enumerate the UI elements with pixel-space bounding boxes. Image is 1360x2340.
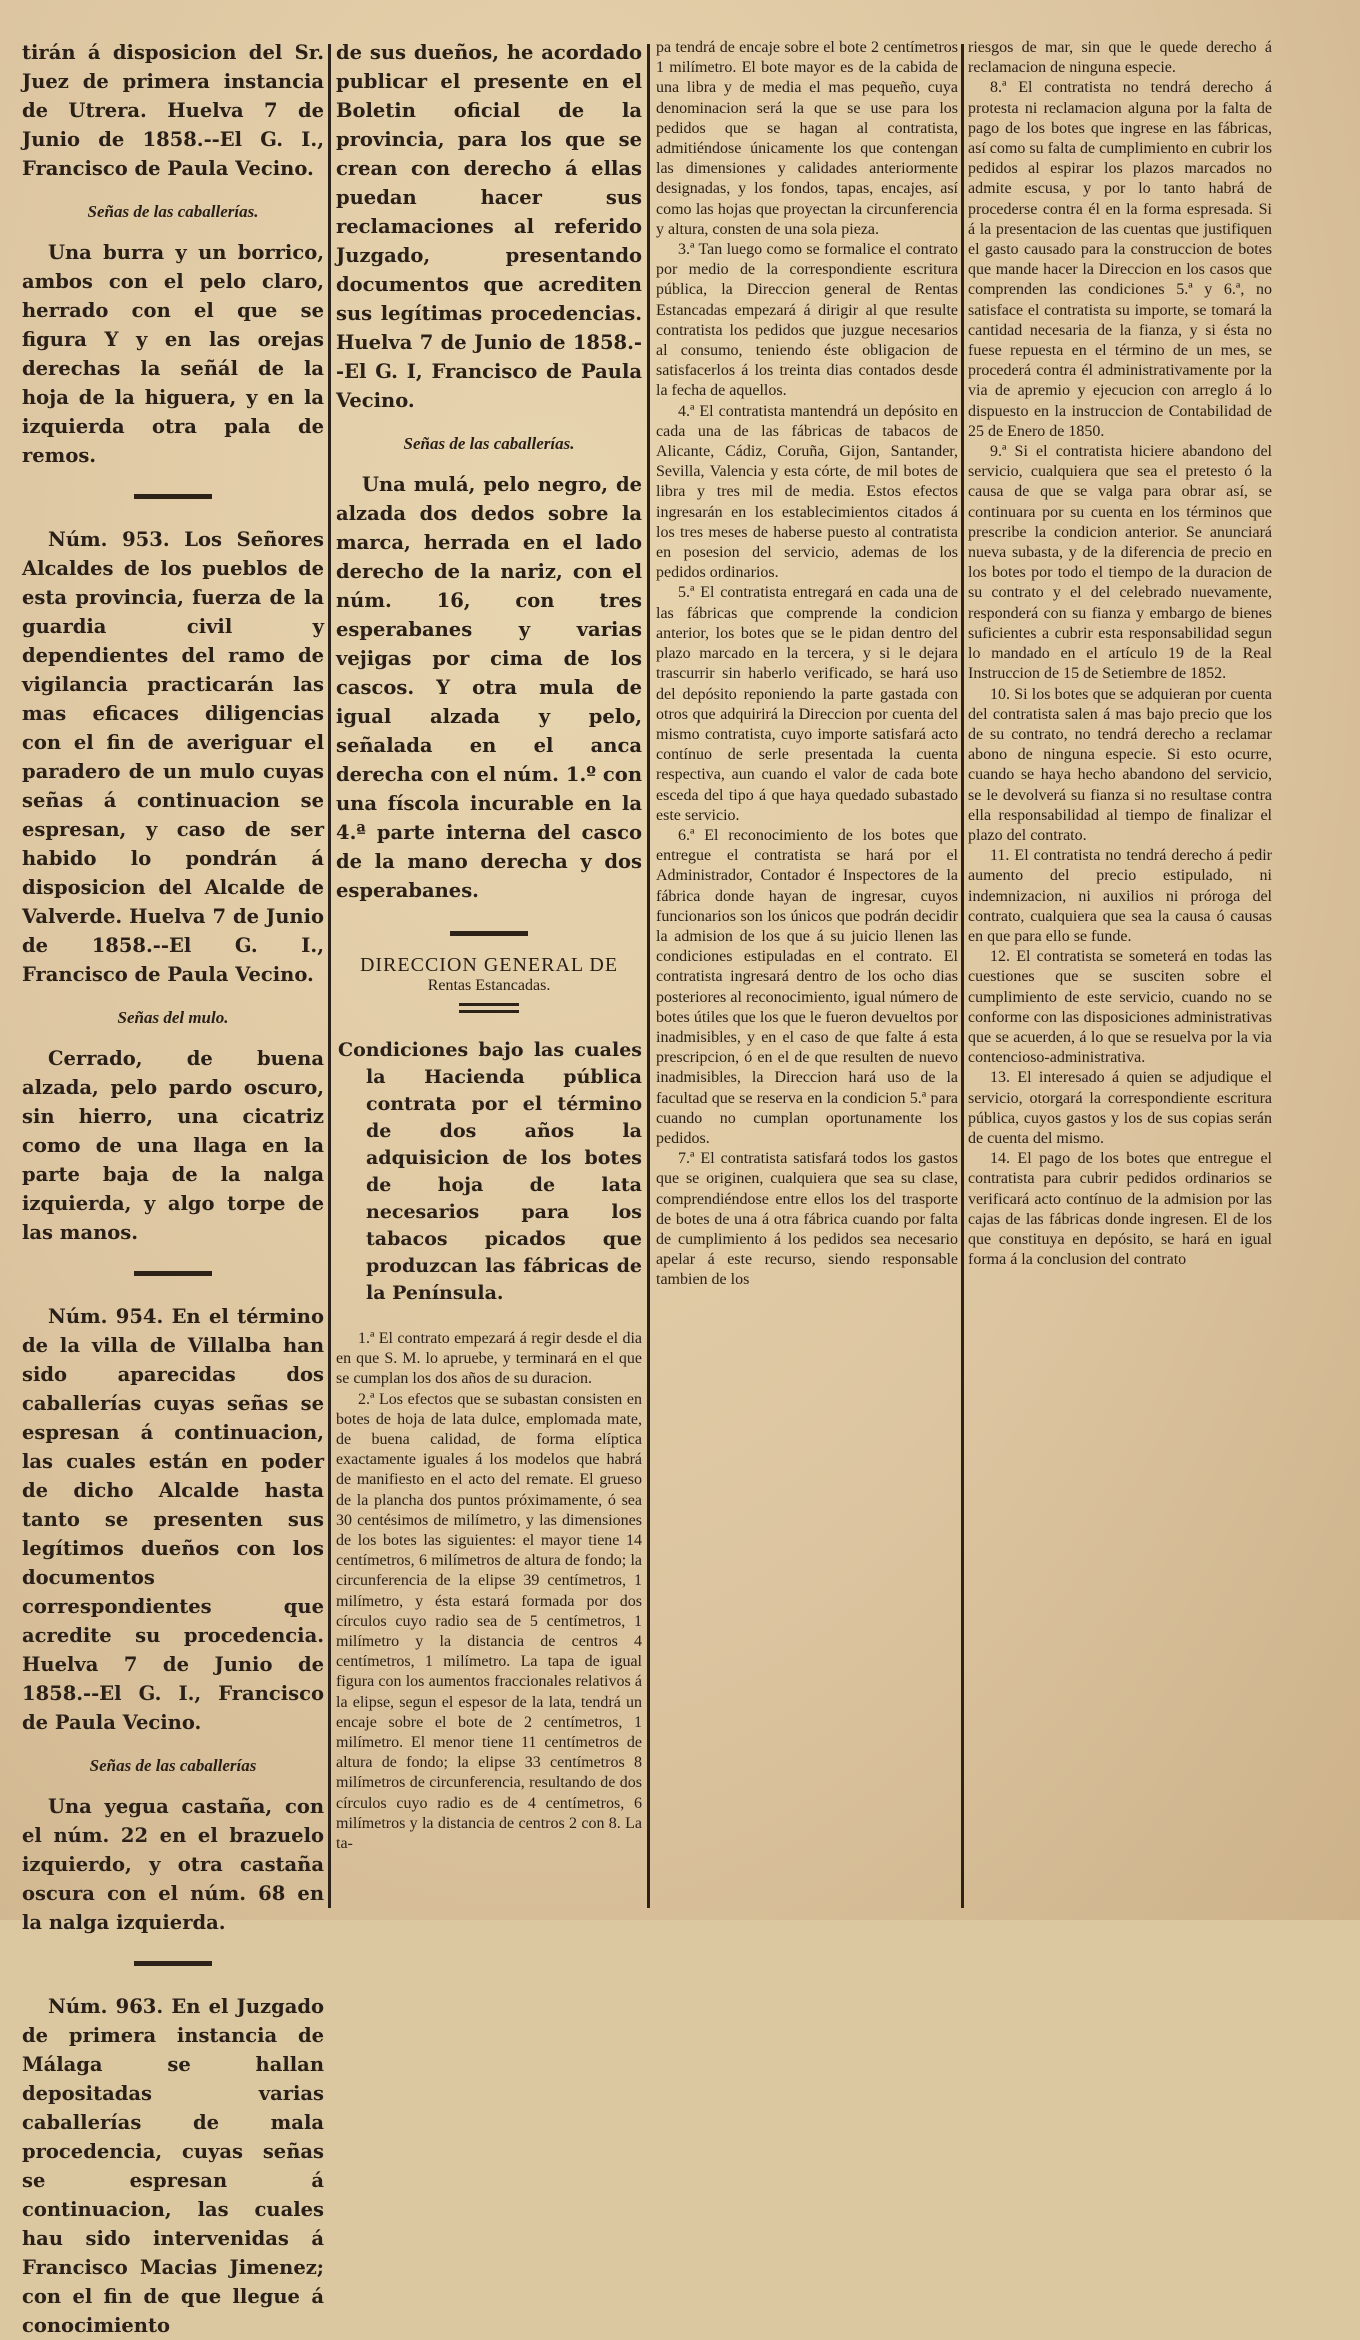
condition-2: 2.ª Los efectos que se subastan consisten en botes de hoja de lata dulce, emplomada mate, de buena calidad, de forma elíptica exactamente iguales á los modelos que habrá de manifiesto en el acto del remate. El grueso de la plancha dos puntos próximamente, ó sea 30 centésimos de milímetro, y las dimensiones de los botes las siguientes: el mayor tiene 14 centímetros, 6 milímetros de altura de fondo; la circunferencia de la elipse 39 centímetros, 1 milímetro, y ésta estará formada por dos círculos cuyo radio sea de 5 centímetros, 1 milímetro y la distancia de centros 4 centímetros, 1 milímetro. La tapa de igual figura con los aumentos fraccionales relativos á la elipse, segun el espesor de la lata, tendrá un encaje sobre el bote de 2 centímetros, 1 milímetro. El menor tiene 11 centímetros de altura de fondo; la elipse 33 centímetros 8 milímetros de circunferencia, resultando de dos círculos cuyo radio es de 4 centímetros, 6 milímetros y la distancia de centros 2 con 8. La ta- bbox=[336, 1390, 642, 1853]
condition-12: 12. El contratista se someterá en todas las cuestiones que se susciten sobre el cumplimiento de este servicio, cuando no se conforme con las disposiciones administrativas que se acuerden, á lo que se resuelva por la via contencioso-administrativa. bbox=[968, 948, 1272, 1067]
subheading: Señas de las caballerías. bbox=[87, 202, 259, 221]
notice-text: Núm. 953. Los Señores Alcaldes de los pueblos de esta provincia, fuerza de la guardia civil y dependientes del ramo de vigilancia practicarán las mas eficaces diligencias con el fin de averiguar el paradero de un mulo cuyas señas á continuacion se espresan, y caso de ser habido lo pondrán á disposicion del Alcalde de Valverde. Huelva 7 de Junio de 1858.--El G. I., Francisco de Paula Vecino. bbox=[22, 528, 324, 986]
separator bbox=[134, 1271, 212, 1276]
condition-6: 6.ª El reconocimiento de los botes que entregue el contratista se hará por el Administrador, Contador é Inspectores de la fábrica donde hayan de ingresar, cuyos funcionarios son los únicos que podrán decidir la admision de los que á su juicio llenen las condiciones estipuladas en el contrato. El contratista ingresará dentro de los ocho dias posteriores al reconocimiento, igual número de botes útiles que los que le fueron devueltos por inadmisibles, y en el caso de que falte á esta prescripcion, ó en el de que resulten de nuevo inadmisibles, la Direccion hará uso de la facultad que se reserva en la condicion 5.ª para cuando no cumplan oportunamente los pedidos. bbox=[656, 826, 958, 1147]
condition-4: 4.ª El contratista mantendrá un depósito en cada una de las fábricas de tabacos de Alicante, Cádiz, Coruña, Gijon, Santander, Sevilla, Valencia y esta córte, de mil botes de libra y tres mil de media. Estos efectos ingresarán en los establecimientos citados á los tres meses de haberse puesto al contratista en posesion del servicio, ademas de los pedidos ordinarios. bbox=[656, 402, 958, 582]
notice-text: Núm. 963. En el Juzgado de primera instancia de Málaga se hallan depositadas varias caballerías de mala procedencia, cuyas señas se espresan á continuacion, las cuales hau sido intervenidas á Francisco Macias Jimenez; con el fin de que llegue á conocimiento bbox=[22, 1995, 324, 2337]
conditions-title bbox=[338, 1037, 642, 1307]
condition-5: 5.ª El contratista entregará en cada una de las fábricas que comprende la condicion anterior, los botes que se le pidan dentro del plazo marcado en la tercera, y si le dejara trascurrir sin haberlo verificado, se hará uso del depósito reponiendo la parte gastada con otros que adquirirá la Direccion por cuenta del mismo contratista, cuyo importe satisfará acto contínuo de serle presentada la cuenta respectiva, aun cuando el valor de cada bote esceda del tipo á que haya quedado subastado este servicio. bbox=[656, 584, 958, 824]
conditions-title-text: Condiciones bajo las cuales la Hacienda pública contrata por el término de dos años la adquisicion de los botes de hoja de lata necesarios para los tabacos picados que produzcan las fábricas de la Península. bbox=[338, 1039, 642, 1304]
separator bbox=[134, 494, 212, 499]
condition-text: riesgos de mar, sin que le quede derecho á reclamacion de ninguna especie. bbox=[968, 39, 1272, 77]
section-heading: DIRECCION GENERAL DE bbox=[359, 954, 619, 976]
condition-14: 14. El pago de los botes que entregue el contratista para cubrir pedidos ordinarios se verificará acto contínuo de la admision por las cajas de las fábricas donde ingresen. El de los que constituya en depósito, se hará en igual forma á la conclusion del contrato bbox=[968, 1150, 1272, 1269]
notice-text: Una yegua castaña, con el núm. 22 en el brazuelo izquierdo, y otra castaña oscura con el núm. 68 en la nalga izquierda. bbox=[22, 1795, 324, 1934]
column-rule bbox=[961, 44, 964, 1908]
condition-13: 13. El interesado á quien se adjudique el servicio, otorgará la correspondiente escritura pública, cuyos gastos y los de sus copias serán de cuenta del mismo. bbox=[968, 1069, 1272, 1147]
subheading: Señas de las caballerías. bbox=[403, 434, 575, 453]
notice-text: Cerrado, de buena alzada, pelo pardo oscuro, sin hierro, una cicatriz como de una llaga en la parte baja de la nalga izquierda, y algo torpe de las manos. bbox=[22, 1047, 324, 1244]
column-rule bbox=[328, 44, 331, 1908]
condition-7: 7.ª El contratista satisfará todos los gastos que se originen, cualquiera que sea su clase, comprendiéndose entre ellos los del trasporte de botes de una á otra fábrica cuando por falta de cumplimiento á los pedidos sea necesario apelar á este recurso, siendo responsable tambien de los bbox=[656, 1150, 958, 1289]
notice-text: de sus dueños, he acordado publicar el presente en el Boletin oficial de la provincia, para los que se crean con derecho á ellas puedan hacer sus reclamaciones al referido Juzgado, presentando documentos que acrediten sus legítimas procedencias. Huelva 7 de Junio de 1858.--El G. I, Francisco de Paula Vecino. bbox=[336, 41, 642, 412]
notice-text: Una mulá, pelo negro, de alzada dos dedos sobre la marca, herrada en el lado derecho de la nariz, con el núm. 16, con tres esperabanes y varias vejigas por cima de los cascos. Y otra mula de igual alzada y pelo, señalada en el anca derecha con el núm. 1.º con una físcola incurable en la 4.ª parte interna del casco de la mano derecha y dos esperabanes. bbox=[336, 473, 642, 902]
separator bbox=[459, 1003, 519, 1006]
condition-1: 1.ª El contrato empezará á regir desde el dia en que S. M. lo apruebe, y terminará en el que se cumplan los dos años de su duracion. bbox=[336, 1330, 642, 1388]
separator bbox=[134, 1961, 212, 1966]
subheading: Señas del mulo. bbox=[117, 1008, 229, 1027]
condition-11: 11. El contratista no tendrá derecho á pedir aumento del precio estipulado, ni indemnizacion, ni auxilios ni prórogа del contrato, cualquiera que sea la causa ó causas en que para ello se funde. bbox=[968, 847, 1272, 945]
separator bbox=[450, 931, 528, 936]
condition-3: 3.ª Tan luego como se formalice el contrato por medio de la correspondiente escritura pública, la Direccion general de Rentas Estancadas empezará á dirigir al que resulte contratista los pedidos que juzgue necesarios al consumo, teniendo éste obligacion de satisfacerlos á los treinta dias contados desde la fecha de aquellos. bbox=[656, 241, 958, 400]
separator bbox=[459, 1010, 519, 1013]
column-4 bbox=[968, 38, 1272, 1918]
condition-10: 10. Si los botes que se adquieran por cuenta del contratista salen á mas bajo precio que los de su contrato, no tendrá derecho a reclamar abono de ninguna especie. Si esto ocurre, cuando se haya hecho abandono del servicio, se le devolverá su fianza si no resultase contra ella responsabilidad al tiempo de finalizar el plazo del contrato. bbox=[968, 685, 1272, 844]
condition-text: pa tendrá de encaje sobre el bote 2 centímetros 1 milímetro. El bote mayor es de la cabida de una libra y de media el mas pequeño, cuya denominacion será la que se use para los pedidos que se hagan al contratista, admitiéndose únicamente los que contengan las dimensiones y calidades anteriormente designadas, y los fondos, tapas, encajes, así como las hojas que proyectan la circunferencia y altura, consten de una sola pieza. bbox=[656, 39, 958, 238]
column-3 bbox=[656, 38, 958, 1918]
condition-8: 8.ª El contratista no tendrá derecho á protesta ni reclamacion alguna por la falta de pago de los botes que ingrese en las fábricas, así como su falta de cumplimiento en cubrir los pedidos al espirar los plazos marcados no admite escusa, y por lo tanto habrá de procederse contra él en la forma espresada. Si á la presentacion de las cuentas que justifiquen el gasto causado para la construccion de botes que mande hacer la Direccion en los casos que comprenden las condiciones 5.ª y 6.ª, no satisface el contratista su importe, se tomará la cantidad necesaria de la fianza, y si ésta no fuese repuesta en el término de un mes, se procederá contra él administrativamente por la via de apremio y ejecucion con arreglo á lo dispuesto en la instruccion de Contabilidad de 25 de Enero de 1850. bbox=[968, 79, 1272, 440]
column-2 bbox=[336, 38, 642, 1918]
column-1 bbox=[22, 38, 324, 2337]
notice-text: Una burra y un borrico, ambos con el pelo claro, herrado con el que se figura Y y en las orejas derechas la señál de la hoja de la higuera, y en la izquierda otra pala de remos. bbox=[22, 241, 324, 467]
column-rule bbox=[647, 44, 650, 1908]
section-subheading: Rentas Estancadas. bbox=[427, 977, 551, 994]
subheading: Señas de las caballerías bbox=[89, 1756, 257, 1775]
condition-9: 9.ª Si el contratista hiciere abandono del servicio, cualquiera que sea el pretesto ó la causa de que se valga para obrar así, se continuara por su cuenta en los términos que prescribe la condicion anterior. Se anunciará nueva subasta, y de la diferencia de precio en los botes por todo el tiempo de la duracion de su contrato y el del celebrado nuevamente, responderá con su fianza y embargo de bienes suficientes a cubrir esta responsabilidad segun lo mandado en el artículo 19 de la Real Instruccion de 15 de Setiembre de 1852. bbox=[968, 443, 1272, 683]
notice-text: tirán á disposicion del Sr. Juez de primera instancia de Utrera. Huelva 7 de Junio de 1858.--El G. I., Francisco de Paula Vecino. bbox=[22, 41, 324, 180]
notice-text: Núm. 954. En el término de la villa de Villalba han sido aparecidas dos caballerías cuyas señas se espresan á continuacion, las cuales están en poder de dicho Alcalde hasta tanto se presenten sus legítimos dueños con los documentos correspondientes que acredite su procedencia. Huelva 7 de Junio de 1858.--El G. I., Francisco de Paula Vecino. bbox=[22, 1305, 324, 1734]
